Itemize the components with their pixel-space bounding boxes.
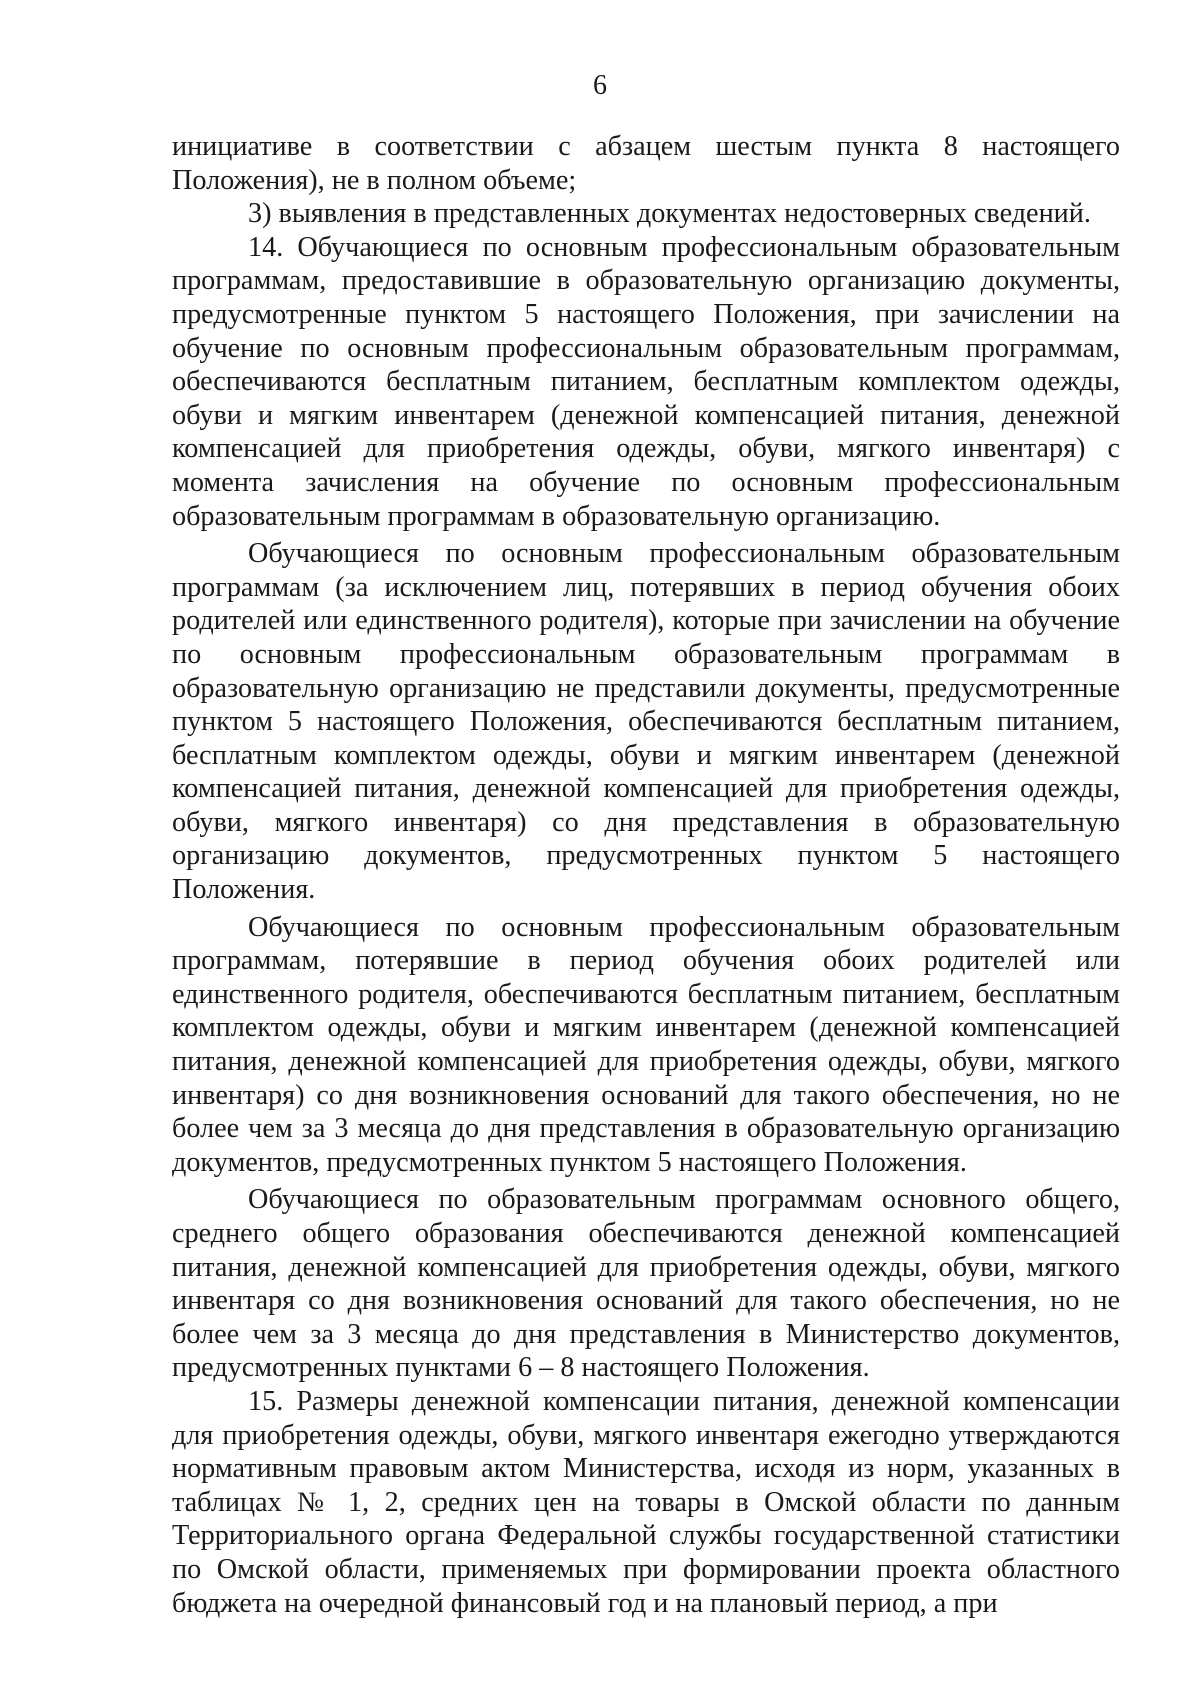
paragraph-clause-14-part-2: Обучающиеся по основным профессиональным образовательным программам (за исключением лиц, потерявших в период обучения обоих родителей или единственного родителя), которые при зачислении на обучение по основным профессиональным образовательным программам в образовательную организацию не представили документы, предусмотренные пунктом 5 настоящего Положения, обеспечиваются бесплатным питанием, бесплатным комплектом одежды, обуви и мягким инвентарем (денежной компенсацией питания, денежной компенсацией для приобретения одежды, обуви, мягкого инвентаря) со дня представления в образовательную организацию документов, предусмотренных пунктом 5 настоящего Положения. [172, 538, 1120, 906]
document-body [172, 130, 1120, 1620]
paragraph-continuation: инициативе в соответствии с абзацем шестым пункта 8 настоящего Положения), не в полном объеме; [172, 131, 1120, 196]
paragraph-clause-15: 15. Размеры денежной компенсации питания, денежной компенсации для приобретения одежды, обуви, мягкого инвентаря ежегодно утверждаются нормативным правовым актом Министерства, исходя из норм, указанных в таблицах № 1, 2, средних цен на товары в Омской области по данным Территориального органа Федеральной службы государственной статистики по Омской области, применяемых при формировании проекта областного бюджета на очередной финансовый год и на плановый период, а при [172, 1385, 1120, 1619]
page-number: 6 [593, 70, 607, 101]
paragraph-clause-14-part-3: Обучающиеся по основным профессиональным образовательным программам, потерявшие в период обучения обоих родителей или единственного родителя, обеспечиваются бесплатным питанием, бесплатным комплектом одежды, обуви и мягким инвентарем (денежной компенсацией питания, денежной компенсацией для приобретения одежды, обуви, мягкого инвентаря) со дня возникновения оснований для такого обеспечения, но не более чем за 3 месяца до дня представления в образовательную организацию документов, предусмотренных пунктом 5 настоящего Положения. [172, 911, 1120, 1178]
paragraph-clause-14-part-4: Обучающиеся по образовательным программам основного общего, среднего общего образования обеспечиваются денежной компенсацией питания, денежной компенсацией для приобретения одежды, обуви, мягкого инвентаря со дня возникновения оснований для такого обеспечения, но не более чем за 3 месяца до дня представления в Министерство документов, предусмотренных пунктами 6 – 8 настоящего Положения. [172, 1184, 1120, 1384]
paragraph-clause-14: 14. Обучающиеся по основным профессиональным образовательным программам, предоставившие в образовательную организацию документы, предусмотренные пунктом 5 настоящего Положения, при зачислении на обучение по основным профессиональным образовательным программам, обеспечиваются бесплатным питанием, бесплатным комплектом одежды, обуви и мягким инвентарем (денежной компенсацией питания, денежной компенсацией для приобретения одежды, обуви, мягкого инвентаря) с момента зачисления на обучение по основным профессиональным образовательным программам в образовательную организацию. [172, 231, 1120, 532]
paragraph-item-3: 3) выявления в представленных документах недостоверных сведений. [248, 198, 1091, 230]
